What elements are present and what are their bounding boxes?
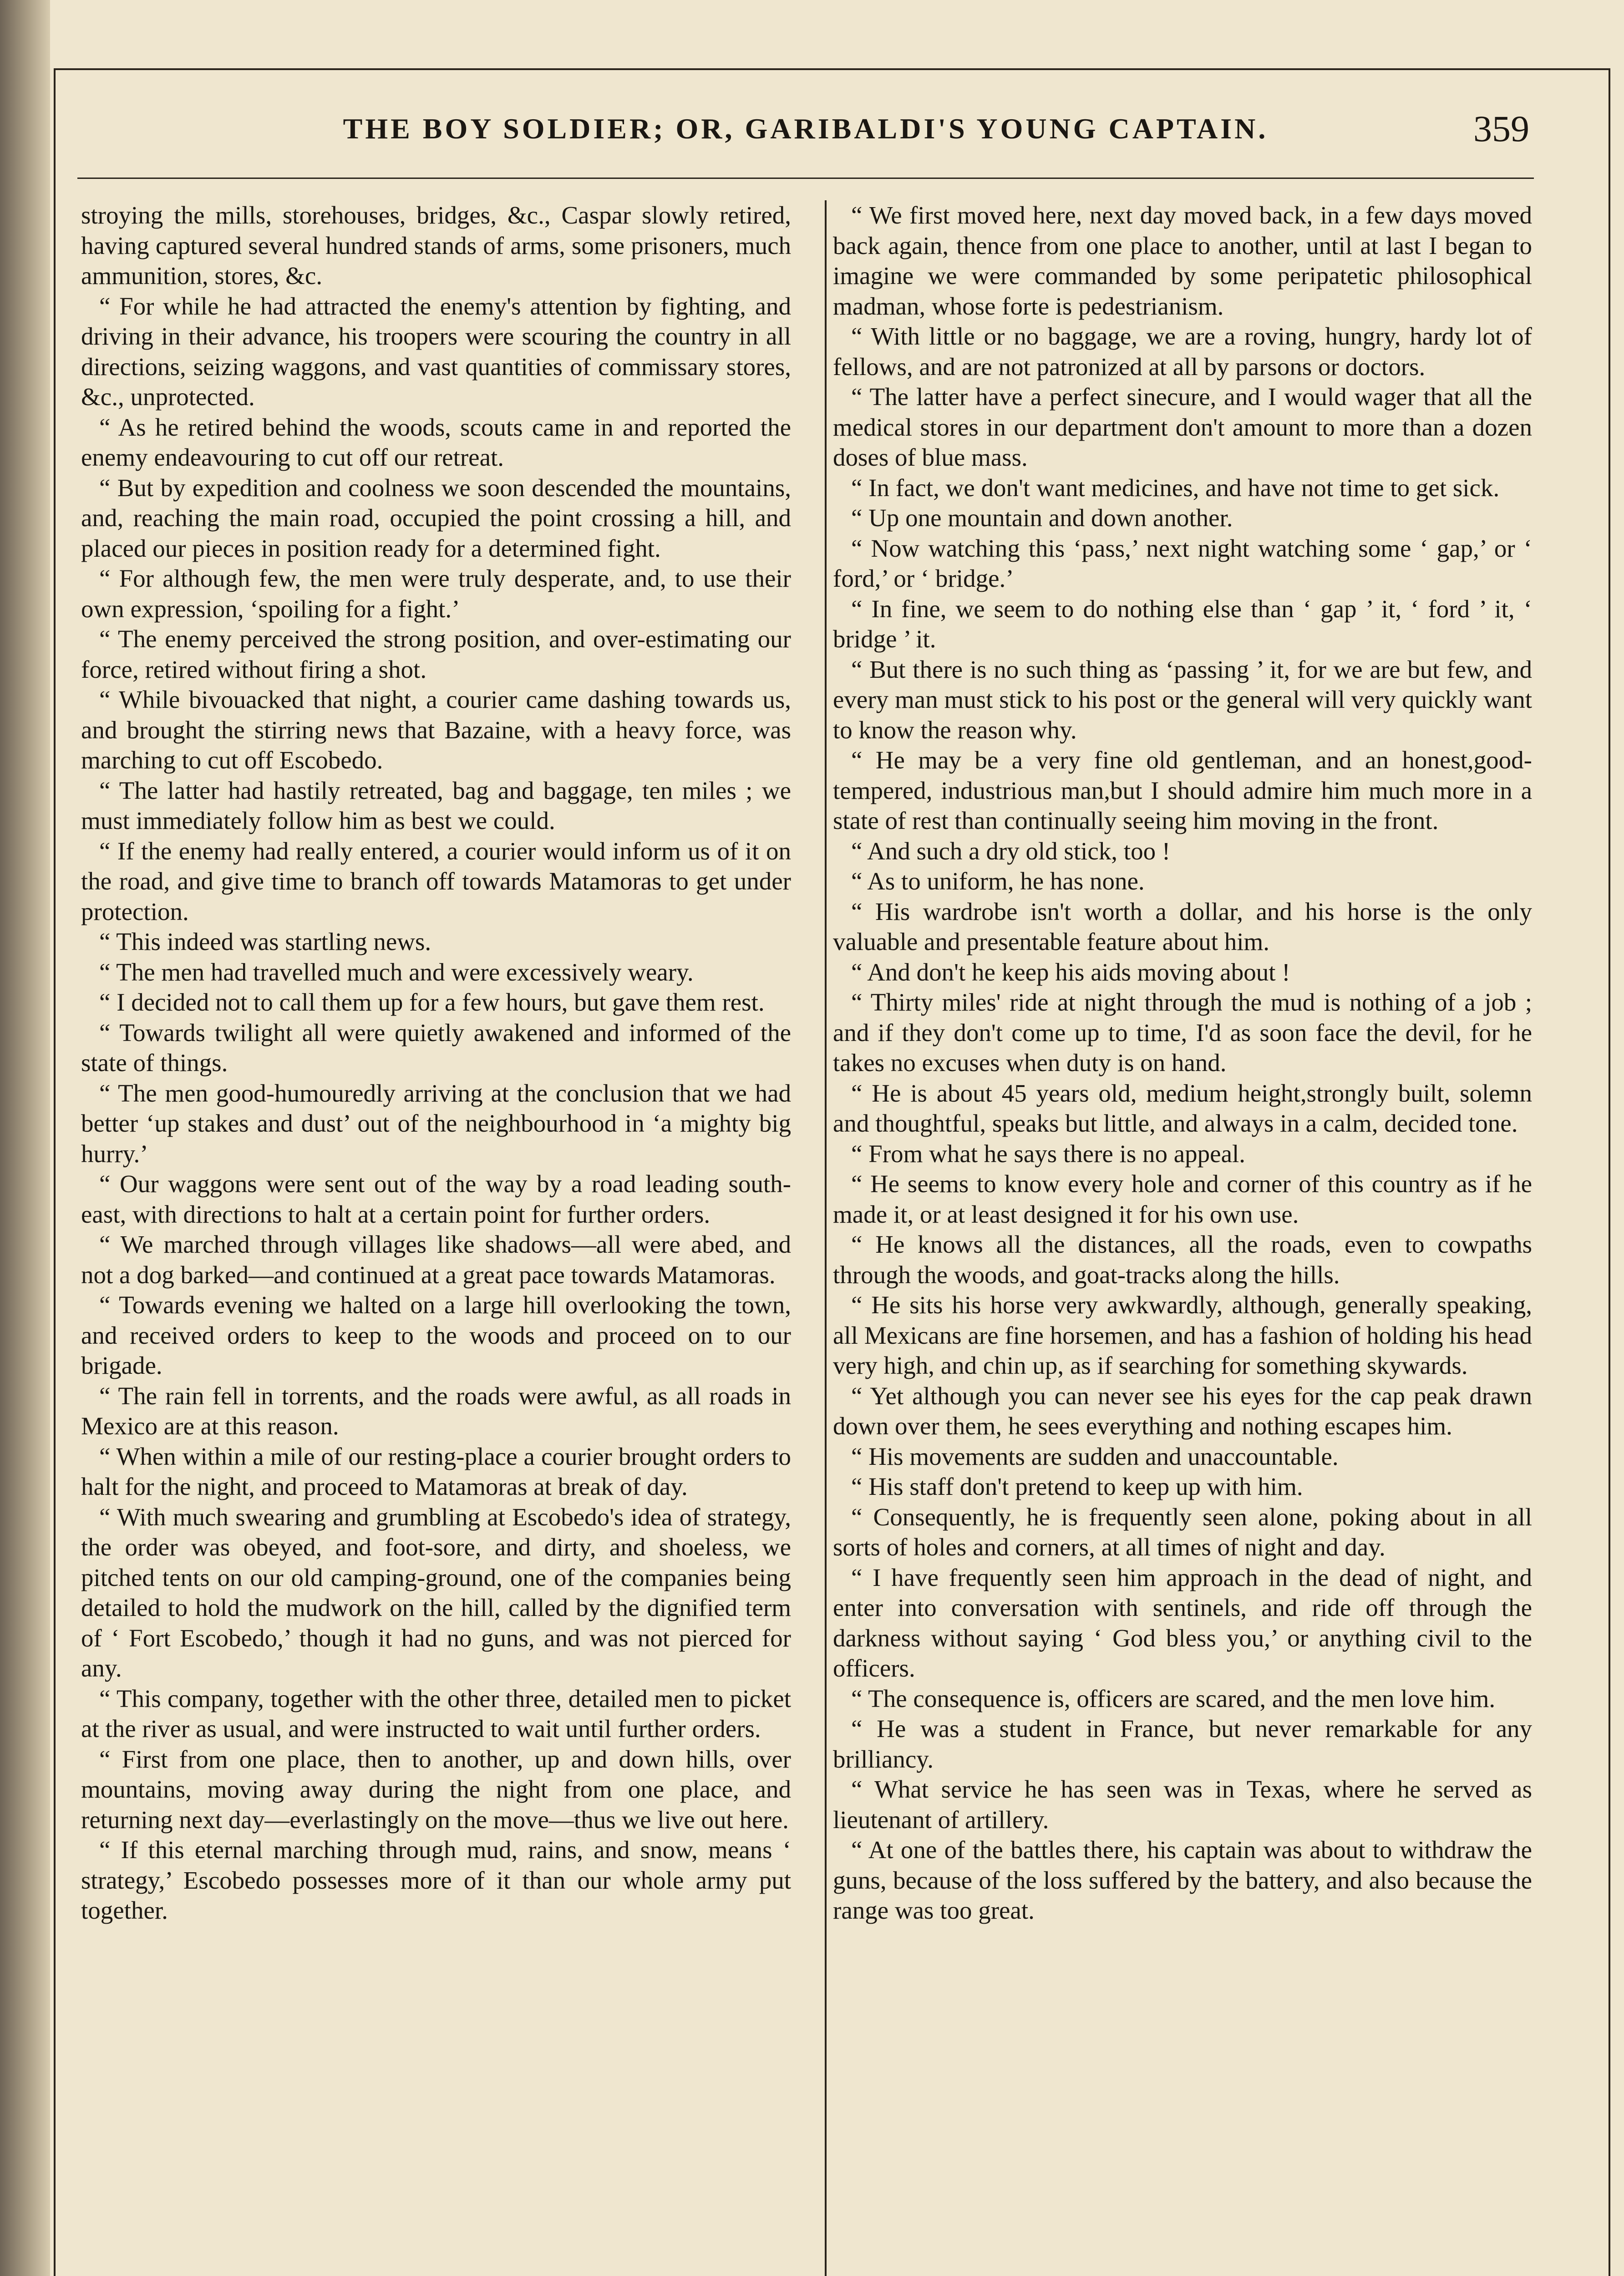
book-spine-shadow [0,0,50,2276]
paragraph: “ While bivouacked that night, a courier came dashing towards us, and brought the stirring news that Bazaine, with a heavy force, was marching to cut off Escobedo. [81,686,791,774]
paragraph: “ His staff don't pretend to keep up with him. [851,1473,1303,1500]
paragraph: “ When within a mile of our resting-place a courier brought orders to halt for the night, and proceed to Matamoras at break of day. [81,1442,791,1500]
right-text-column [833,200,1532,1926]
paragraph: “ Towards evening we halted on a large hill overlooking the town, and received orders to keep to the woods and proceed on to our brigade. [81,1291,791,1379]
paragraph: “ The men had travelled much and were excessively weary. [99,958,694,986]
paragraph: “ He is about 45 years old, medium height,strongly built, solemn and thoughtful, speaks but little, and always in a calm, decided tone. [833,1079,1532,1137]
paragraph: stroying the mills, storehouses, bridges, &c., Caspar slowly retired, having captured several hundred stands of arms, some prisoners, much ammunition, stores, &c. [81,201,791,290]
paragraph: “ He may be a very fine old gentleman, and an honest,good-tempered, industrious man,but I should admire him much more in a state of rest than continually seeing him moving in the front. [833,746,1532,834]
paragraph: “ The consequence is, officers are scared, and the men love him. [851,1684,1496,1712]
paragraph: “ He was a student in France, but never remarkable for any brilliancy. [833,1715,1532,1773]
page-number: 359 [1473,108,1529,149]
paragraph: “ We marched through villages like shadows—all were abed, and not a dog barked—and continued at a great pace towards Matamoras. [81,1230,791,1289]
paragraph: “ He seems to know every hole and corner of this country as if he made it, or at least designed it for his own use. [833,1170,1532,1228]
paragraph: “ Now watching this ‘pass,’ next night watching some ‘ gap,’ or ‘ ford,’ or ‘ bridge.’ [833,534,1532,592]
paragraph: “ With little or no baggage, we are a roving, hungry, hardy lot of fellows, and are not patronized at all by parsons or doctors. [833,322,1532,381]
paragraph: “ Up one mountain and down another. [851,504,1233,532]
page-header [82,104,1529,168]
paragraph: “ First from one place, then to another, up and down hills, over mountains, moving away during the night from one place, and returning next day—everlastingly on the move—thus we live out here. [81,1745,791,1834]
paragraph: “ Towards twilight all were quietly awakened and informed of the state of things. [81,1018,791,1077]
paragraph: “ Thirty miles' ride at night through the mud is nothing of a job ; and if they don't come up to time, I'd as soon face the devil, for he takes no excuses when duty is on hand. [833,988,1532,1077]
paragraph: “ And such a dry old stick, too ! [851,837,1171,865]
paragraph: “ He knows all the distances, all the roads, even to cowpaths through the woods, and goat-tracks along the hills. [833,1230,1532,1289]
paragraph: “ This indeed was startling news. [99,928,431,955]
left-text-column [81,200,791,1926]
header-rule [77,178,1534,179]
running-title: THE BOY SOLDIER; OR, GARIBALDI'S YOUNG CAPTAIN. [343,112,1269,145]
paragraph: “ We first moved here, next day moved back, in a few days moved back again, thence from one place to another, until at last I began to imagine we were commanded by some peripatetic philosophical madman, whose forte is pedestrianism. [833,201,1532,320]
paragraph: “ The enemy perceived the strong position, and over-estimating our force, retired without firing a shot. [81,625,791,683]
paragraph: “ He sits his horse very awkwardly, although, generally speaking, all Mexicans are fine horsemen, and has a fashion of holding his head very high, and chin up, as if searching for something skywards. [833,1291,1532,1379]
paragraph: “ Yet although you can never see his eyes for the cap peak drawn down over them, he sees everything and nothing escapes him. [833,1382,1532,1440]
paragraph: “ As to uniform, he has none. [851,867,1145,895]
paragraph: “ If this eternal marching through mud, rains, and snow, means ‘ strategy,’ Escobedo possesses more of it than our whole army put together. [81,1836,791,1924]
paragraph: “ This company, together with the other three, detailed men to picket at the river as usual, and were instructed to wait until further orders. [81,1684,791,1743]
paragraph: “ The latter have a perfect sinecure, and I would wager that all the medical stores in our department don't amount to more than a dozen doses of blue mass. [833,383,1532,471]
paragraph: “ His wardrobe isn't worth a dollar, and his horse is the only valuable and presentable feature about him. [833,897,1532,955]
paragraph: “ The latter had hastily retreated, bag and baggage, ten miles ; we must immediately follow him as best we could. [81,776,791,834]
paragraph: “ But by expedition and coolness we soon descended the mountains, and, reaching the main road, occupied the point crossing a hill, and placed our pieces in position ready for a determined fight. [81,473,791,562]
paragraph: “ The rain fell in torrents, and the roads were awful, as all roads in Mexico are at this reason. [81,1382,791,1440]
paragraph: “ But there is no such thing as ‘passing ’ it, for we are but few, and every man must stick to his post or the general will very quickly want to know the reason why. [833,655,1532,744]
paragraph: “ For although few, the men were truly desperate, and, to use their own expression, ‘spoiling for a fight.’ [81,564,791,623]
paragraph: “ As he retired behind the woods, scouts came in and reported the enemy endeavouring to cut off our retreat. [81,413,791,471]
paragraph: “ With much swearing and grumbling at Escobedo's idea of strategy, the order was obeyed, and foot-sore, and dirty, and shoeless, we pitched tents on our old camping-ground, one of the companies being detailed to hold the mudwork on the hill, called by the dignified term of ‘ Fort Escobedo,’ though it had no guns, and was not pierced for any. [81,1503,791,1682]
paragraph: “ I have frequently seen him approach in the dead of night, and enter into conversation with sentinels, and ride off through the darkness without saying ‘ God bless you,’ or anything civil to the officers. [833,1563,1532,1682]
paragraph: “ If the enemy had really entered, a courier would inform us of it on the road, and give time to branch off towards Matamoras to get under protection. [81,837,791,925]
paragraph: “ Our waggons were sent out of the way by a road leading south-east, with directions to halt at a certain point for further orders. [81,1170,791,1228]
paragraph: “ In fact, we don't want medicines, and have not time to get sick. [851,473,1500,502]
paragraph: “ For while he had attracted the enemy's attention by fighting, and driving in their advance, his troopers were scouring the country in all directions, seizing waggons, and vast quantities of commissary stores, &c., unprotected. [81,292,791,411]
paragraph: “ I decided not to call them up for a few hours, but gave them rest. [99,988,765,1016]
paragraph: “ From what he says there is no appeal. [851,1139,1246,1168]
paragraph: “ His movements are sudden and unaccountable. [851,1442,1339,1470]
paragraph: “ In fine, we seem to do nothing else than ‘ gap ’ it, ‘ ford ’ it, ‘ bridge ’ it. [833,594,1532,653]
paragraph: “ And don't he keep his aids moving about ! [851,958,1290,986]
paragraph: “ The men good-humouredly arriving at the conclusion that we had better ‘up stakes and dust’ out of the neighbourhood in ‘a mighty big hurry.’ [81,1079,791,1168]
paragraph: “ Consequently, he is frequently seen alone, poking about in all sorts of holes and corners, at all times of night and day. [833,1503,1532,1561]
column-divider [825,200,827,2276]
paragraph: “ At one of the battles there, his captain was about to withdraw the guns, because of the loss suffered by the battery, and also because the range was too great. [833,1836,1532,1924]
paragraph: “ What service he has seen was in Texas, where he served as lieutenant of artillery. [833,1775,1532,1834]
